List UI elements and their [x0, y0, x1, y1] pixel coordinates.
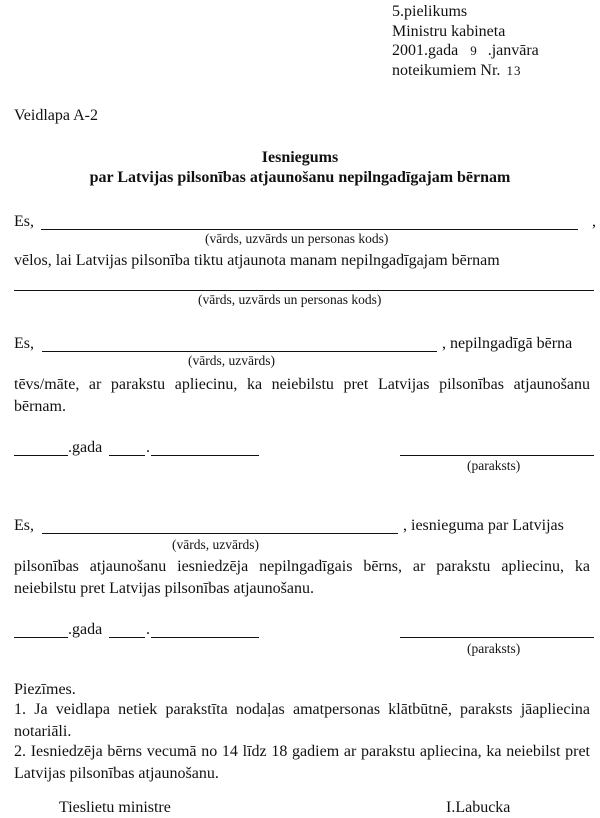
appendix-regulation: noteikumiem Nr.	[392, 62, 501, 79]
section2-name-line[interactable]	[42, 351, 437, 352]
appendix-year: 2001.gada	[392, 42, 459, 59]
section2-signature-line[interactable]	[400, 455, 594, 456]
section3-dot: .	[146, 621, 150, 638]
note-2: 2. Iesniedzēja bērns vecumā no 14 līdz 18 gadiem ar parakstu apliecina, ka neiebilst pret Latvijas pilsonības atjaunošanu.	[14, 743, 590, 782]
section2-dot: .	[146, 439, 150, 456]
section3-name-line[interactable]	[42, 533, 398, 534]
section3-text: pilsonības atjaunošanu iesniedzēja nepilngadīgais bērns, ar parakstu apliecinu, ka neiebilstu pret Latvijas pilsonības atjaunošanu.	[14, 558, 590, 597]
section2-day-line[interactable]	[109, 455, 145, 456]
section3-gada: .gada	[68, 621, 103, 638]
appendix-line-2: Ministru kabineta	[392, 23, 506, 40]
section1-text: vēlos, lai Latvijas pilsonība tiktu atjaunota manam nepilngadīgajam bērnam	[14, 252, 500, 269]
section3-day-line[interactable]	[109, 637, 145, 638]
appendix-line-1: 5.pielikums	[392, 3, 468, 20]
section1-caption-2: (vārds, uzvārds un personas kods)	[198, 292, 382, 307]
minister-title: Tieslietu ministre	[59, 799, 171, 816]
section1-caption-1: (vārds, uzvārds un personas kods)	[205, 231, 389, 246]
section2-year-line[interactable]	[14, 455, 68, 456]
section1-child-line[interactable]	[14, 290, 594, 291]
section2-month-line[interactable]	[151, 455, 259, 456]
minister-name: I.Labucka	[446, 799, 511, 816]
section1-es: Es,	[14, 213, 34, 230]
section3-year-line[interactable]	[14, 637, 68, 638]
notes-heading: Piezīmes.	[14, 681, 76, 698]
section2-gada: .gada	[68, 439, 103, 456]
section2-signature-caption: (paraksts)	[467, 458, 521, 473]
section3-suffix: , iesnieguma par Latvijas	[403, 517, 564, 534]
title-line-1: Iesniegums	[261, 149, 339, 166]
appendix-line-3	[392, 42, 539, 60]
appendix-month: .janvāra	[487, 42, 539, 59]
title-line-2: par Latvijas pilsonības atjaunošanu nepilngadīgajam bērnam	[89, 169, 511, 186]
section3-signature-caption: (paraksts)	[467, 641, 521, 656]
section1-comma: ,	[592, 213, 596, 230]
section3-signature-line[interactable]	[400, 637, 594, 638]
section2-text: tēvs/māte, ar parakstu apliecinu, ka neiebilstu pret Latvijas pilsonības atjaunošanu bērnam.	[14, 376, 590, 415]
section3-month-line[interactable]	[151, 637, 259, 638]
form-code: Veidlapa A-2	[14, 107, 98, 124]
section3-caption: (vārds, uzvārds)	[172, 537, 259, 552]
section2-es: Es,	[14, 335, 34, 352]
appendix-day: 9	[470, 43, 478, 58]
section1-name-line[interactable]	[41, 229, 578, 230]
appendix-number: 13	[506, 63, 522, 78]
appendix-line-4	[392, 62, 521, 80]
section2-suffix: , nepilngadīgā bērna	[442, 335, 573, 352]
note-1: 1. Ja veidlapa netiek parakstīta nodaļas amatpersonas klātbūtnē, paraksts jāapliecina notariāli.	[14, 701, 590, 740]
section2-caption: (vārds, uzvārds)	[188, 353, 275, 368]
section3-es: Es,	[14, 517, 34, 534]
